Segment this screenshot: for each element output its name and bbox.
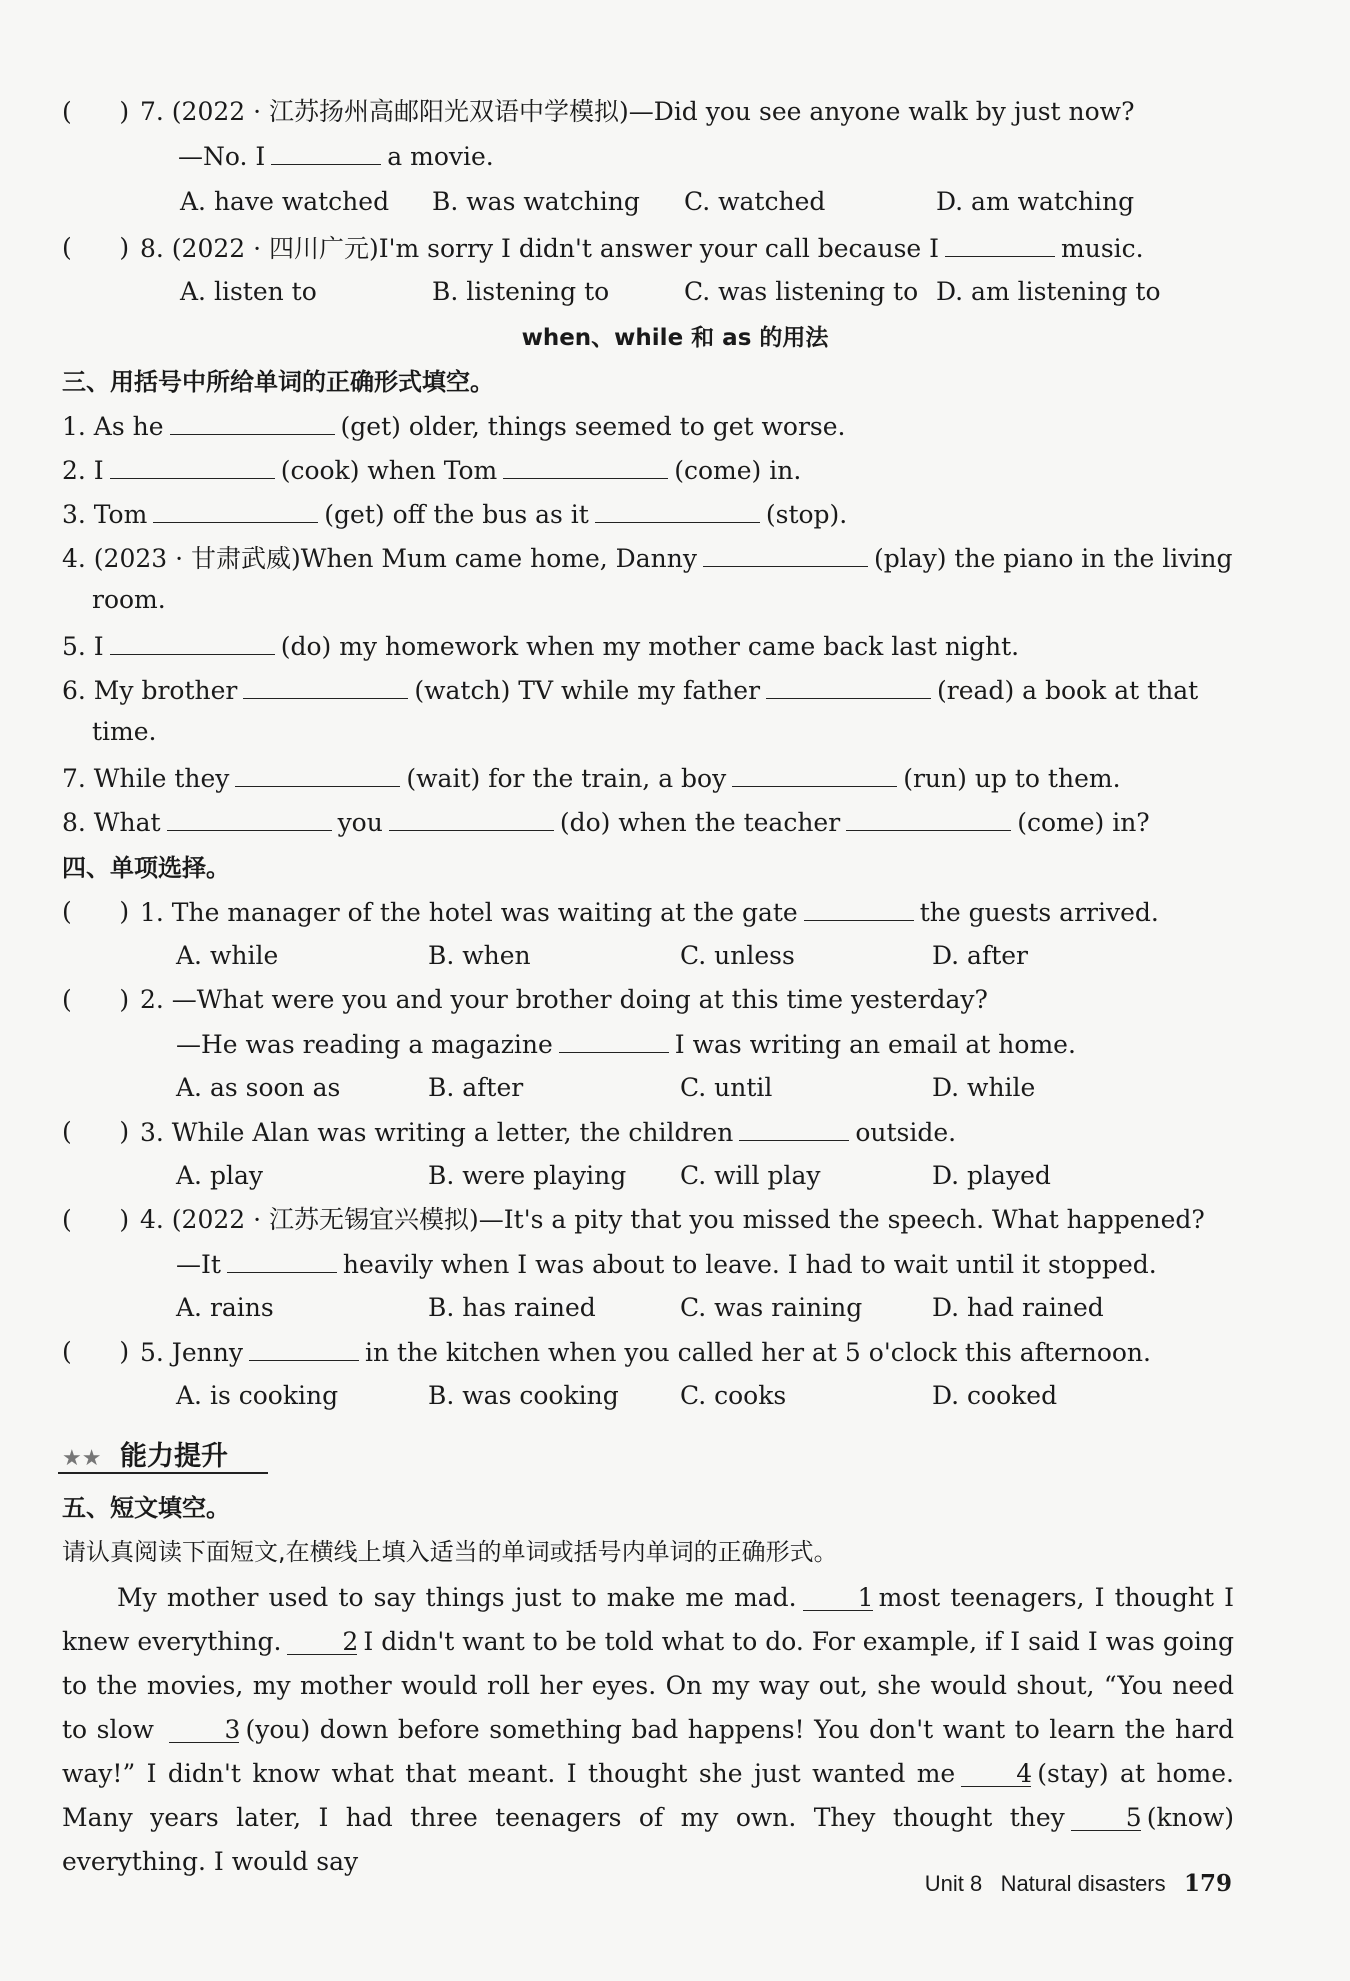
question-stem: 7. (2022 · 江苏扬州高邮阳光双语中学模拟)—Did you see anyone walk by just now? [140,97,1135,126]
option-c[interactable]: C. unless [680,941,795,970]
passage-blank-1[interactable]: 1 [803,1586,873,1611]
section-5-title: 五、短文填空。 [62,1494,230,1522]
question-stem: 4. (2022 · 江苏无锡宜兴模拟)—It's a pity that you missed the speech. What happened? [140,1205,1205,1234]
answer-blank[interactable] [389,806,554,831]
option-d[interactable]: D. am listening to [936,277,1161,306]
answer-bracket[interactable]: ( ) [62,985,130,1014]
option-b[interactable]: B. after [428,1073,524,1102]
section-4-title: 四、单项选择。 [62,854,230,882]
question-line2: —It heavily when I was about to leave. I had to wait until it stopped. [176,1250,1157,1279]
option-c[interactable]: C. will play [680,1161,821,1190]
option-d[interactable]: D. played [932,1161,1051,1190]
answer-blank[interactable] [249,1336,359,1361]
option-b[interactable]: B. when [428,941,531,970]
option-b[interactable]: B. was cooking [428,1381,619,1410]
passage-blank-3[interactable]: 3 [169,1718,239,1743]
option-a[interactable]: A. while [176,941,279,970]
option-b[interactable]: B. listening to [432,277,610,306]
answer-blank[interactable] [235,762,400,787]
section-subtitle: when、while 和 as 的用法 [521,325,829,351]
fill-item-continuation: time. [92,717,157,746]
option-a[interactable]: A. is cooking [176,1381,339,1410]
option-a[interactable]: A. as soon as [176,1073,341,1102]
option-a[interactable]: A. play [176,1161,263,1190]
option-d[interactable]: D. while [932,1073,1036,1102]
section-3-title: 三、用括号中所给单词的正确形式填空。 [62,368,494,396]
fill-item: 4. (2023 · 甘肃武威)When Mum came home, Danny (play) the piano in the living [62,544,1233,573]
fill-item: 1. As he (get) older, things seemed to get worse. [62,412,846,441]
answer-bracket[interactable]: ( ) [62,233,130,262]
question-line2: —He was reading a magazine I was writing an email at home. [176,1030,1076,1059]
answer-bracket[interactable]: ( ) [62,97,130,126]
passage: My mother used to say things just to make me mad. 1 most teenagers, I thought I knew everything. 2 I didn't want to be told what to do. For example, if I said I was going to the movies, my mother would roll her eyes. On my way out, she would shout, “You need to slow 3 (you) down before something bad happens! You don't want to learn the hard way!” I didn't know what that meant. I thought she just wanted me 4 (stay) at home. Many years later, I had three teenagers of my own. They thought they 5 (know) everything. I would say [62,1583,1234,1876]
fill-item: 2. I (cook) when Tom (come) in. [62,456,802,485]
option-a[interactable]: A. have watched [180,187,390,216]
question-stem: 1. The manager of the hotel was waiting at the gate the guests arrived. [140,898,1159,927]
fill-item: 6. My brother (watch) TV while my father (read) a book at that [62,676,1199,705]
fill-item: 7. While they (wait) for the train, a boy (run) up to them. [62,764,1121,793]
option-a[interactable]: A. listen to [180,277,317,306]
answer-blank[interactable] [271,140,381,165]
option-b[interactable]: B. were playing [428,1161,627,1190]
question-stem: 5. Jenny in the kitchen when you called her at 5 o'clock this afternoon. [140,1338,1151,1367]
question-stem: 8. (2022 · 四川广元)I'm sorry I didn't answer your call because I music. [140,234,1144,263]
option-c[interactable]: C. cooks [680,1381,787,1410]
option-c[interactable]: C. until [680,1073,773,1102]
answer-blank[interactable] [559,1028,669,1053]
answer-blank[interactable] [167,806,332,831]
option-c[interactable]: C. watched [684,187,826,216]
answer-blank[interactable] [766,674,931,699]
answer-blank[interactable] [110,630,275,655]
option-c[interactable]: C. was listening to [684,277,919,306]
answer-blank[interactable] [227,1248,337,1273]
page-footer [925,1870,1232,1897]
fill-item: 5. I (do) my homework when my mother came back last night. [62,632,1020,661]
page-number: 179 [1183,1870,1232,1897]
answer-bracket[interactable]: ( ) [62,1117,130,1146]
fill-item: 8. What you (do) when the teacher (come) in? [62,808,1150,837]
answer-blank[interactable] [846,806,1011,831]
question-line2: —No. I a movie. [178,142,494,171]
answer-blank[interactable] [739,1116,849,1141]
answer-blank[interactable] [503,454,668,479]
banner-title: 能力提升 [120,1441,228,1472]
answer-bracket[interactable]: ( ) [62,897,130,926]
answer-blank[interactable] [110,454,275,479]
answer-bracket[interactable]: ( ) [62,1205,130,1234]
option-d[interactable]: D. am watching [936,187,1135,216]
question-stem: 2. —What were you and your brother doing at this time yesterday? [140,985,988,1014]
answer-blank[interactable] [153,498,318,523]
footer-unit: Unit 8 [924,1871,983,1896]
answer-bracket[interactable]: ( ) [62,1337,130,1366]
option-c[interactable]: C. was raining [680,1293,863,1322]
option-d[interactable]: D. cooked [932,1381,1058,1410]
section-5-instructions: 请认真阅读下面短文,在横线上填入适当的单词或括号内单词的正确形式。 [62,1538,838,1566]
option-a[interactable]: A. rains [176,1293,274,1322]
question-stem: 3. While Alan was writing a letter, the children outside. [140,1118,957,1147]
footer-title: Natural disasters [1000,1871,1166,1896]
option-d[interactable]: D. after [932,941,1028,970]
option-b[interactable]: B. has rained [428,1293,596,1322]
section-banner [58,1432,268,1474]
answer-blank[interactable] [804,896,914,921]
fill-item-continuation: room. [92,585,166,614]
fill-item: 3. Tom (get) off the bus as it (stop). [62,500,848,529]
option-b[interactable]: B. was watching [432,187,640,216]
answer-blank[interactable] [703,542,868,567]
option-d[interactable]: D. had rained [932,1293,1104,1322]
answer-blank[interactable] [945,232,1055,257]
answer-blank[interactable] [170,410,335,435]
passage-blank-4[interactable]: 4 [961,1762,1031,1787]
answer-blank[interactable] [732,762,897,787]
passage-blank-2[interactable]: 2 [287,1630,357,1655]
answer-blank[interactable] [595,498,760,523]
passage-blank-5[interactable]: 5 [1071,1806,1141,1831]
answer-blank[interactable] [243,674,408,699]
stars-icon: ★★ [62,1446,102,1471]
